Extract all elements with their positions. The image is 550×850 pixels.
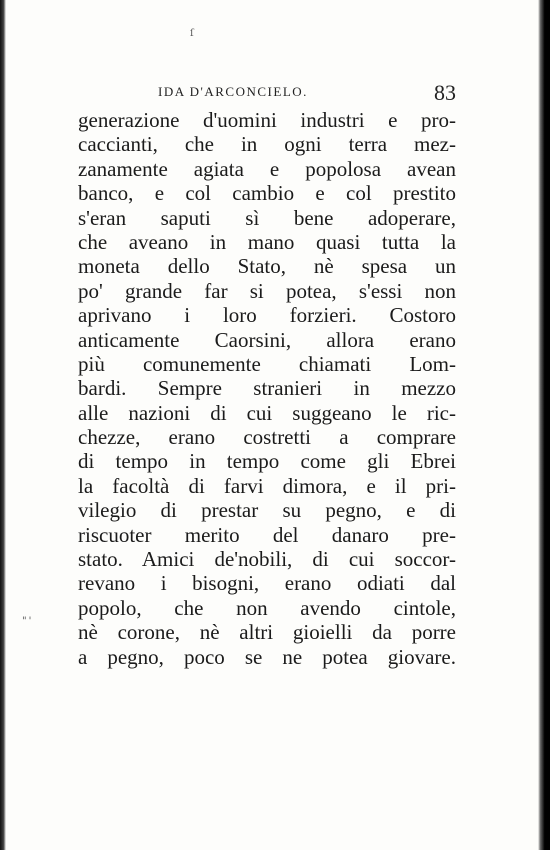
page-number: 83 <box>434 80 456 105</box>
text-line: generazione d'uomini industri e pro- <box>78 108 456 132</box>
text-line: riscuoter merito del danaro pre- <box>78 522 456 547</box>
text-line: revano i bisogni, erano odiati dal <box>78 571 456 596</box>
text-line: banco, e col cambio e col prestito <box>78 181 456 206</box>
text-line: zanamente agiata e popolosa avean <box>78 156 456 181</box>
text-line: nè corone, nè altri gioielli da porre <box>78 620 456 645</box>
text-line: che aveano in mano quasi tutta la <box>78 229 456 254</box>
running-head <box>78 80 456 106</box>
text-line: popolo, che non avendo cintole, <box>78 595 456 620</box>
page-left-edge-shadow <box>0 0 6 850</box>
text-line: a pegno, poco se ne potea giovare. <box>78 644 456 669</box>
running-title: IDA D'ARCONCIELO. <box>158 84 308 99</box>
margin-ink-mark: "' <box>22 616 34 627</box>
text-line: anticamente Caorsini, allora erano <box>78 327 456 352</box>
text-line: moneta dello Stato, nè spesa un <box>78 254 456 279</box>
text-line: po' grande far si potea, s'essi non <box>78 278 456 303</box>
page-right-edge-shadow <box>538 0 550 850</box>
text-line: alle nazioni di cui suggeano le ric- <box>78 400 456 425</box>
text-line: più comunemente chiamati Lom- <box>78 351 456 376</box>
text-line: aprivano i loro forzieri. Costoro <box>78 303 456 328</box>
text-line: vilegio di prestar su pegno, e di <box>78 498 456 523</box>
stray-ink-mark: ſ <box>190 28 194 39</box>
text-line: caccianti, che in ogni terra mez- <box>78 132 456 157</box>
body-text <box>78 108 456 669</box>
text-line: bardi. Sempre stranieri in mezzo <box>78 376 456 401</box>
text-line: chezze, erano costretti a comprare <box>78 425 456 450</box>
text-line: stato. Amici de'nobili, di cui soccor- <box>78 547 456 572</box>
text-line: di tempo in tempo come gli Ebrei <box>78 449 456 474</box>
text-line: s'eran saputi sì bene adoperare, <box>78 205 456 230</box>
text-line: la facoltà di farvi dimora, e il pri- <box>78 473 456 498</box>
